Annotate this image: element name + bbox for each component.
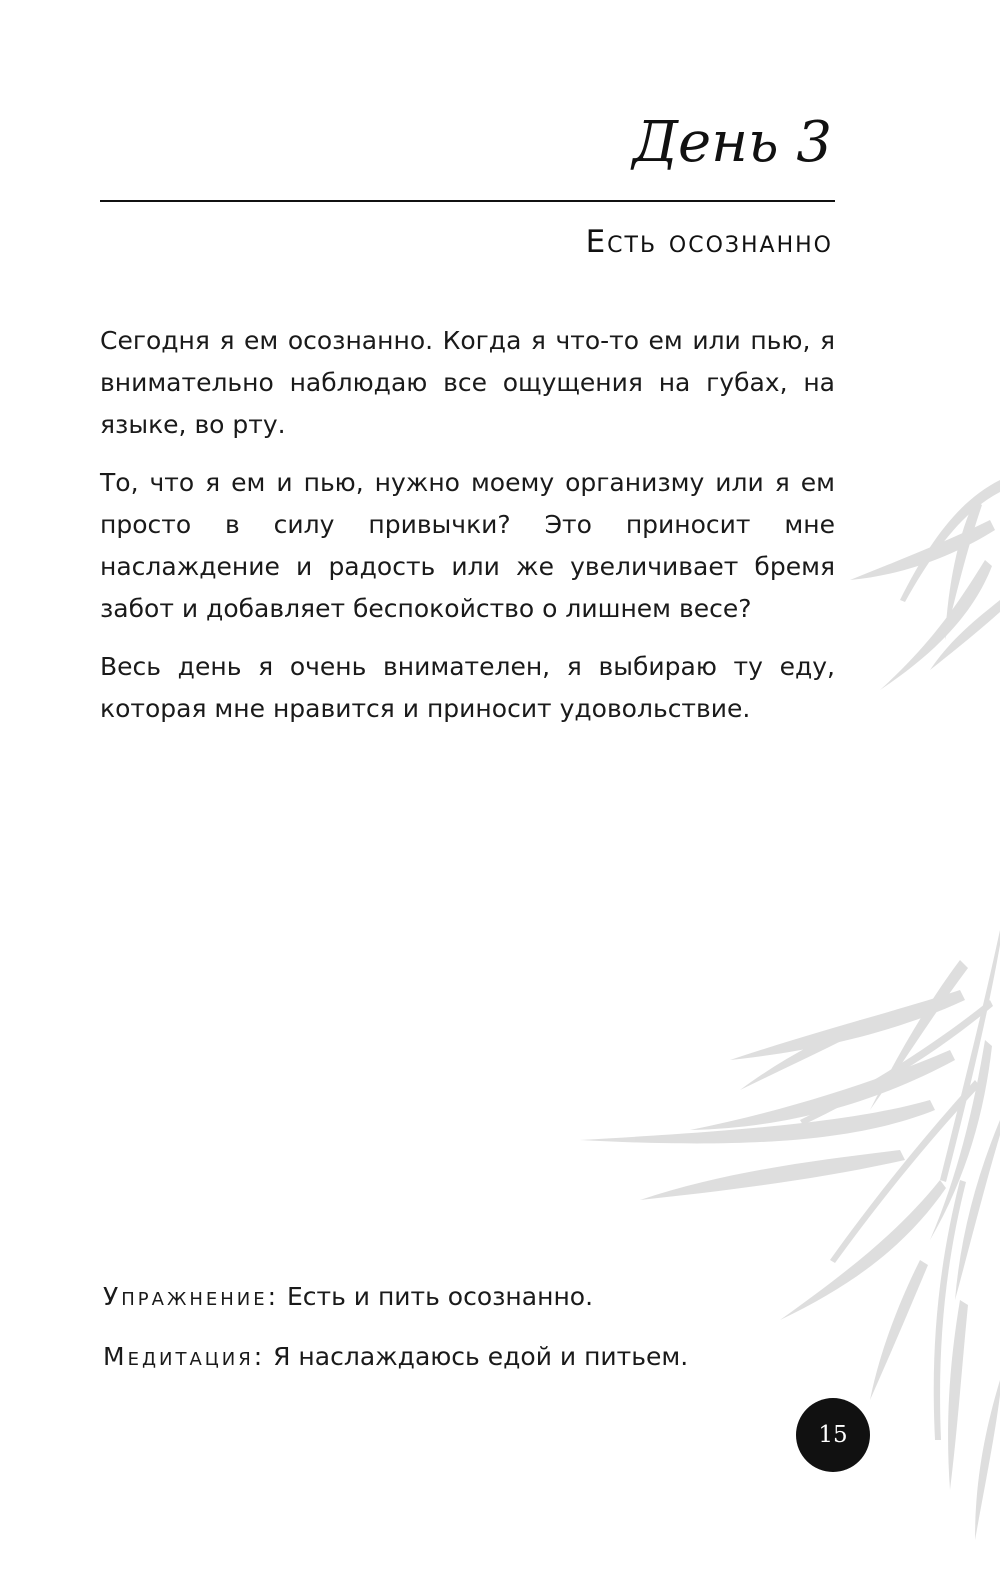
paragraph: Сегодня я ем осознанно. Когда я что-то ем или пью, я внимательно наблюдаю все ощущения на губах, на языке, во рту.: [100, 326, 835, 439]
exercise-text: Есть и пить осознанно.: [286, 1282, 594, 1311]
day-title: День 3: [632, 110, 832, 175]
body-text: [100, 320, 835, 746]
paragraph: Весь день я очень внимателен, я выбираю ту еду, которая мне нравится и приносит удовольствие.: [100, 652, 835, 723]
chapter-title: Есть осознанно: [585, 224, 833, 260]
exercise-line: [103, 1276, 803, 1318]
meditation-text: Я наслаждаюсь едой и питьем.: [273, 1342, 689, 1371]
exercise-label: Упражнение:: [103, 1282, 280, 1311]
meditation-label: Медитация:: [103, 1342, 266, 1371]
paragraph: То, что я ем и пью, нужно моему организму или я ем просто в силу привычки? Это приносит мне наслаждение и радость или же увеличивает бремя забот и добавляет беспокойство о лишнем весе?: [100, 468, 835, 623]
header-divider: [100, 200, 835, 202]
practice-block: [103, 1276, 803, 1396]
meditation-line: [103, 1336, 803, 1378]
page-number: 15: [796, 1398, 870, 1472]
